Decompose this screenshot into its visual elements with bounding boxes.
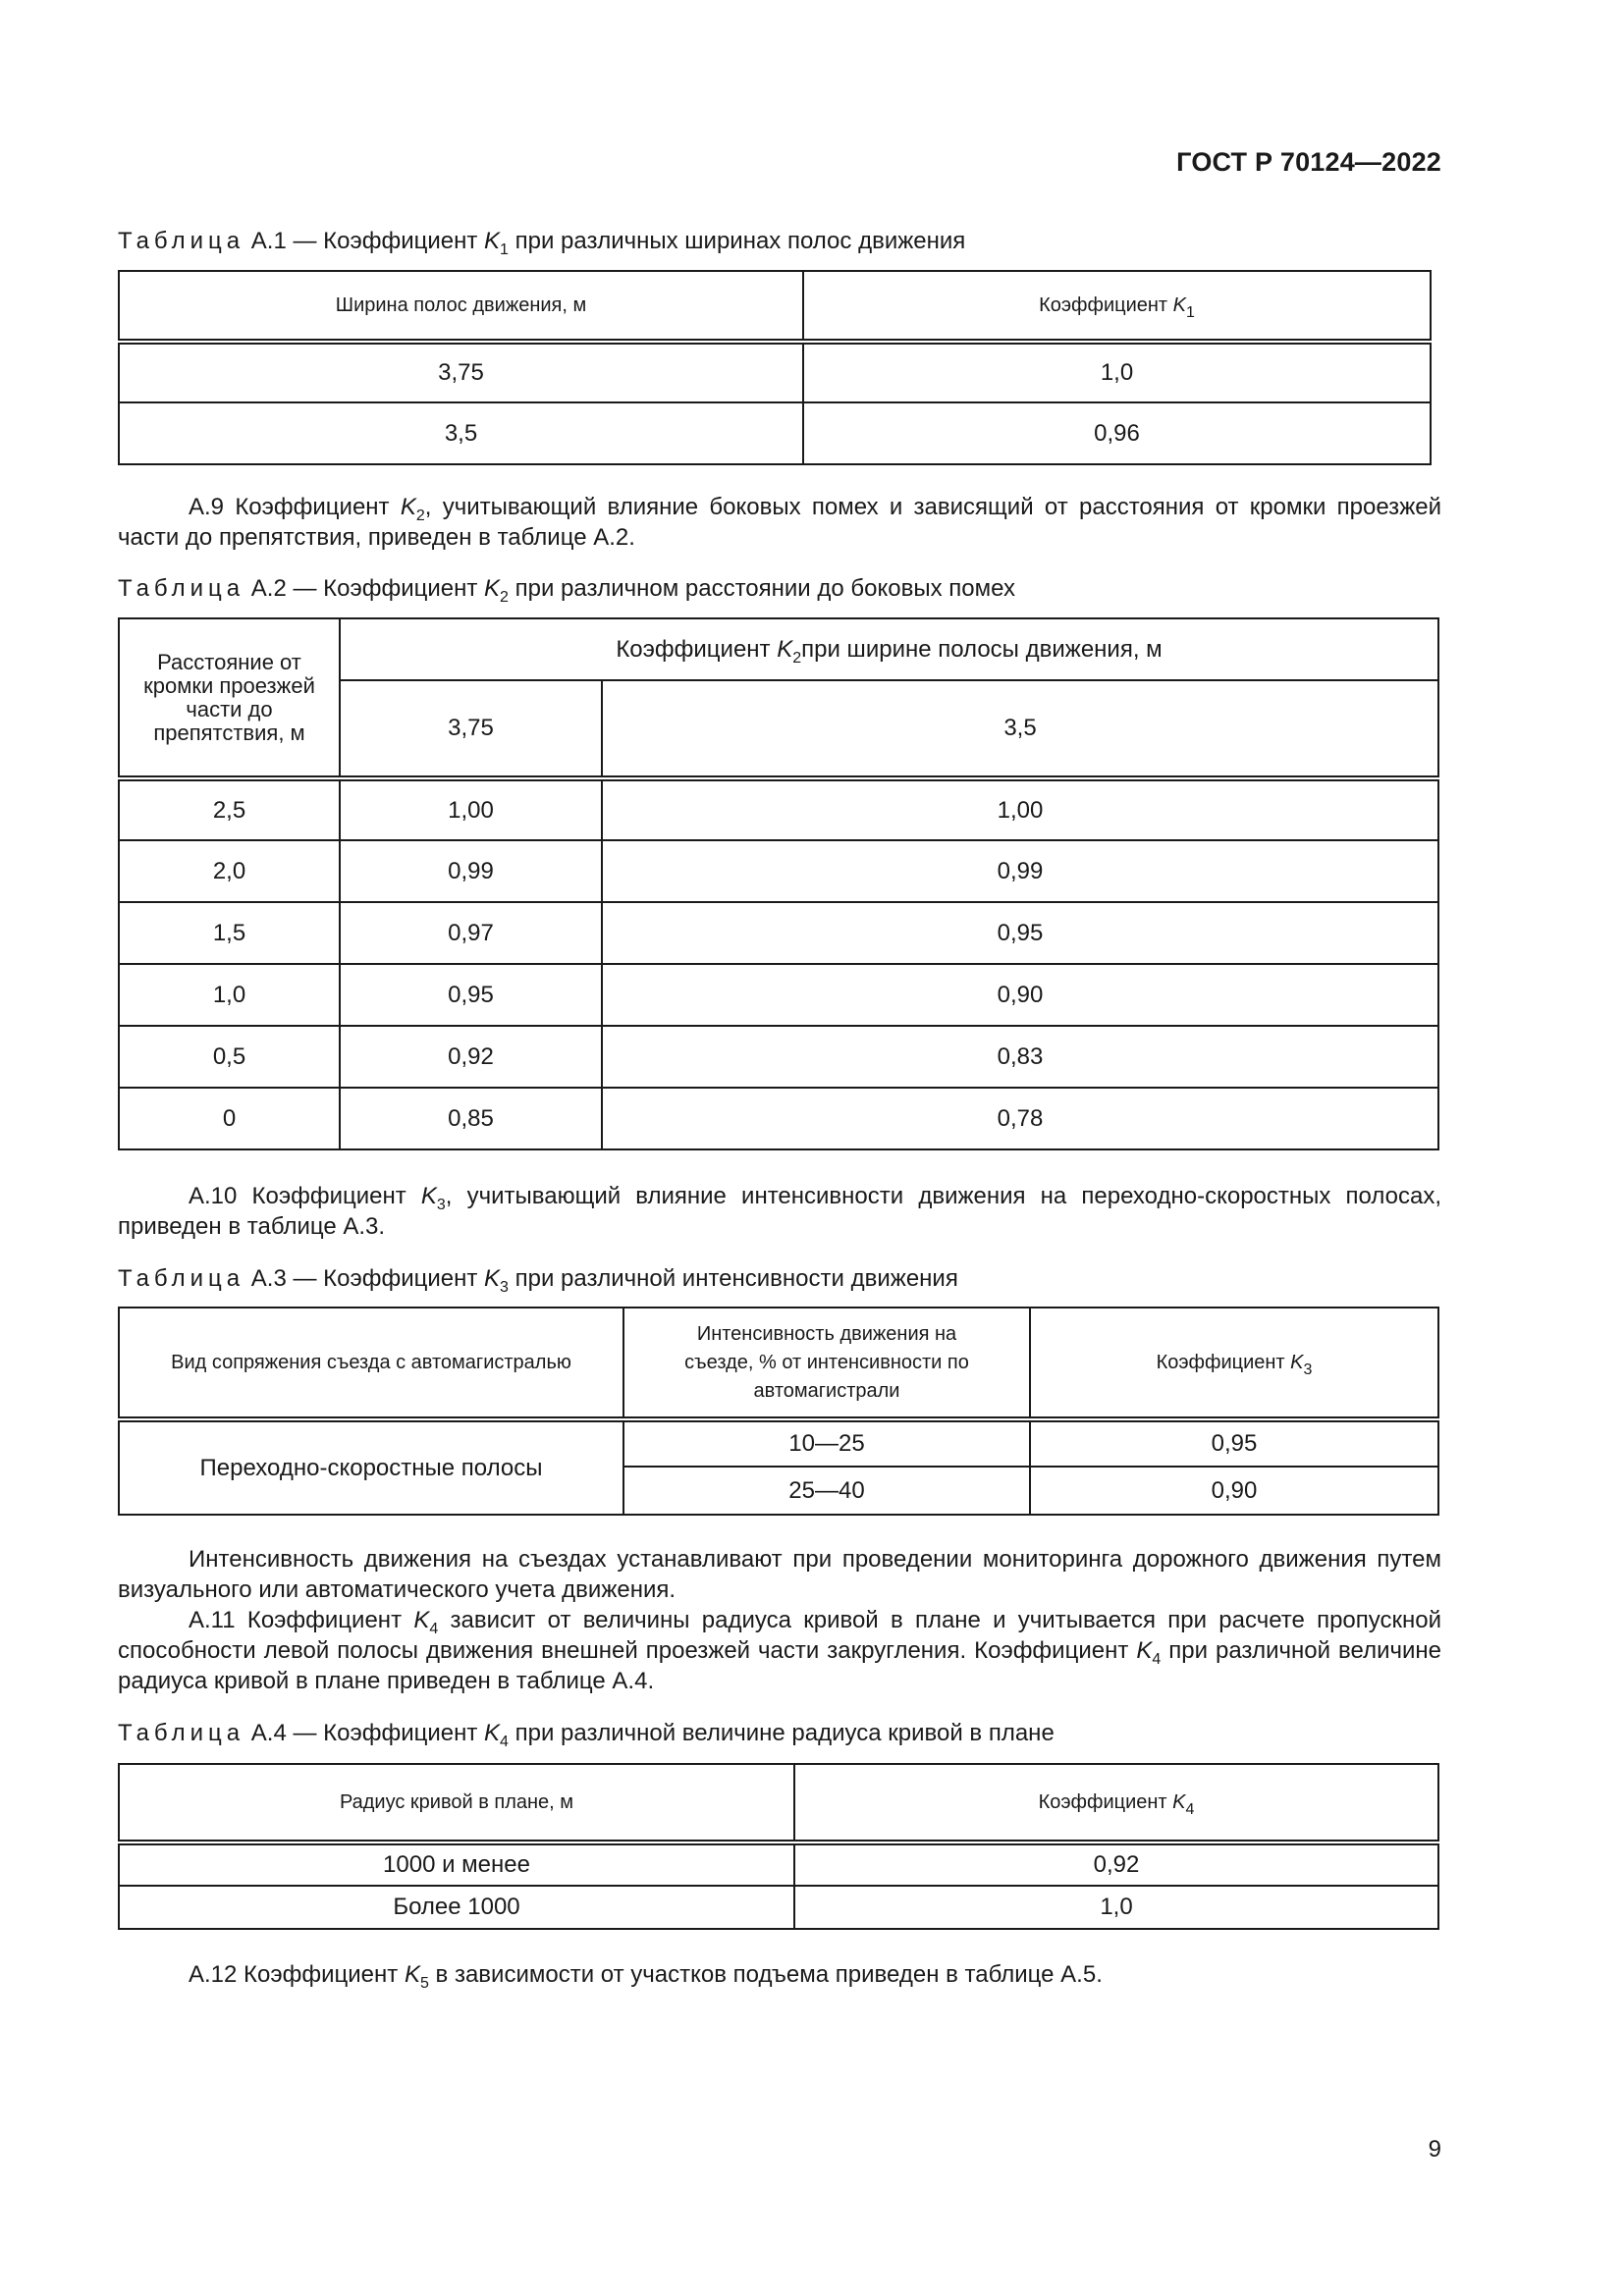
table-a3-header-intensity: Интенсивность движения на съезде, % от интенсивности по автомагистрали [623, 1308, 1030, 1419]
page-number: 9 [1428, 2136, 1441, 2163]
table-a2-header-distance: Расстояние от кромки проезжей части до препятствия, м [119, 618, 340, 778]
paragraph-a11: А.11 Коэффициент $K_4$ зависит от величины радиуса кривой в плане и учитывается при расчете пропускной способности левой полосы движения внешней проезжей части закругления. Коэффициент $K_4$ при различной величине радиуса кривой в плане приведен в таблице А.4. [118, 1607, 1442, 1694]
table-row: 1000 и менее 0,92 [119, 1842, 1438, 1886]
table-row: 0 0,85 0,78 [119, 1088, 1438, 1149]
table-row: 3,75 1,0 [119, 342, 1431, 402]
table-a4-header-radius: Радиус кривой в плане, м [119, 1764, 794, 1842]
table-a2-header-group: Коэффициент $K_2при$ ширине полосы движения, м [340, 618, 1438, 680]
table-row: 3,5 0,96 [119, 402, 1431, 464]
table-a1 [118, 270, 1432, 465]
table-row: Более 1000 1,0 [119, 1886, 1438, 1929]
table-a3-caption: Таблица А.3 — Коэффициент $K_3$ при различной интенсивности движения [118, 1265, 958, 1296]
table-a4-caption: Таблица А.4 — Коэффициент $K_4$ при различной величине радиуса кривой в плане [118, 1720, 1055, 1750]
table-a1-header-k1: Коэффициент $K_1$ [803, 271, 1431, 342]
table-a3-header-k3: Коэффициент $K_3$ [1030, 1308, 1438, 1419]
paragraph-a9: А.9 Коэффициент $K_2$, учитывающий влияние боковых помех и зависящий от расстояния от кромки проезжей части до препятствия, приведен в таблице А.2. [118, 494, 1441, 551]
paragraph-a10: А.10 Коэффициент $K_3$, учитывающий влияние интенсивности движения на переходно-скоростных полосах, приведен в таблице А.3. [118, 1183, 1441, 1240]
table-a3-type-cell: Переходно-скоростные полосы [119, 1419, 623, 1515]
table-a1-header-width: Ширина полос движения, м [119, 271, 803, 342]
table-a3-header-type: Вид сопряжения съезда с автомагистралью [119, 1308, 623, 1419]
table-a2-caption: Таблица А.2 — Коэффициент $K_2$ при различном расстоянии до боковых помех [118, 575, 1015, 606]
table-a3 [118, 1307, 1439, 1516]
paragraph-a12: А.12 Коэффициент $K_5$ в зависимости от участков подъема приведен в таблице А.5. [189, 1961, 1103, 1992]
table-a2 [118, 617, 1439, 1150]
table-row: 0,5 0,92 0,83 [119, 1026, 1438, 1088]
paragraph-intensity: Интенсивность движения на съездах устанавливают при проведении мониторинга дорожного движения путем визуального или автоматического учета движения. [118, 1546, 1441, 1603]
document-code: ГОСТ Р 70124—2022 [1176, 147, 1441, 177]
table-a4-header-k4: Коэффициент $K_4$ [794, 1764, 1438, 1842]
table-row: 2,0 0,99 0,99 [119, 840, 1438, 902]
table-a2-header-35: 3,5 [602, 680, 1438, 778]
table-row: 25—40 0,90 [119, 1467, 1438, 1515]
table-row: Переходно-скоростные полосы 10—25 0,95 [119, 1419, 1438, 1467]
table-row: 1,5 0,97 0,95 [119, 902, 1438, 964]
table-a1-caption: Таблица А.1 — Коэффициент $K_1$ при различных ширинах полос движения [118, 228, 966, 258]
table-a2-header-375: 3,75 [340, 680, 602, 778]
table-row: 2,5 1,00 1,00 [119, 778, 1438, 840]
table-row: 1,0 0,95 0,90 [119, 964, 1438, 1026]
table-a4 [118, 1763, 1439, 1930]
